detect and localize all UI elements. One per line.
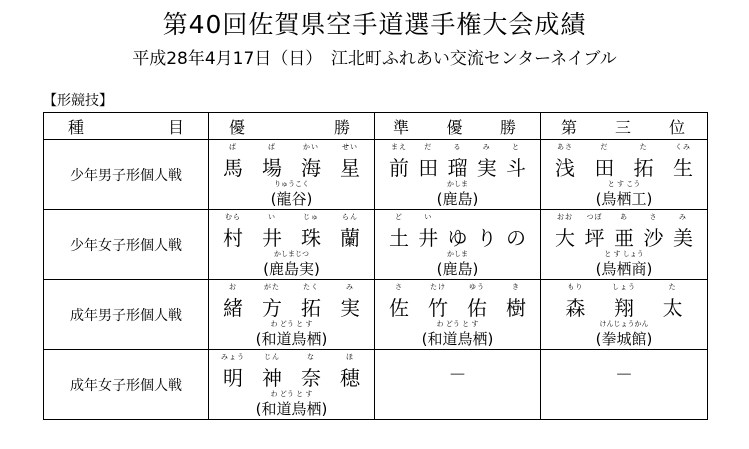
header-char: 勝 (499, 117, 516, 137)
name-kanji: 方 (262, 296, 282, 320)
club-ruby: かしま (447, 250, 468, 258)
result-row (44, 350, 708, 420)
name-ruby: じゅ (303, 213, 319, 221)
name-kanji: 坪 (584, 226, 605, 250)
club-affiliation (209, 180, 374, 210)
club-name-wrap (263, 250, 320, 280)
name-kanji: 太 (662, 296, 683, 320)
third-place-entry (541, 140, 707, 209)
name-char (219, 145, 247, 179)
runner-up-cell (375, 350, 541, 420)
athlete-name (551, 215, 697, 249)
name-ruby: あ (620, 213, 628, 221)
club-ruby: りゅうこく (274, 180, 309, 188)
name-kanji: 拓 (633, 156, 654, 180)
name-kanji: 馬 (223, 156, 243, 180)
name-char (297, 355, 325, 389)
header-winner-text (209, 113, 374, 139)
name-ruby: せい (342, 143, 358, 151)
runner-up-cell (375, 210, 541, 280)
name-char (610, 285, 638, 319)
club-ruby: かしまじつ (274, 250, 309, 258)
club-affiliation (209, 390, 374, 420)
name-char (424, 285, 452, 319)
club-affiliation (209, 250, 374, 280)
name-char (590, 145, 618, 179)
name-ruby: ゆう (469, 283, 485, 291)
name-kanji: 斗 (506, 156, 526, 180)
header-third-text (541, 113, 707, 139)
club-affiliation (375, 180, 540, 210)
athlete-name (551, 145, 697, 179)
athlete-name (385, 285, 530, 319)
name-char (473, 215, 501, 249)
name-kanji: 瑠 (447, 156, 468, 180)
name-char (669, 145, 697, 179)
name-ruby: た (639, 143, 648, 151)
runner-up-entry (375, 140, 540, 209)
name-kanji: 美 (673, 226, 693, 250)
name-ruby: もり (567, 283, 584, 291)
club-name: (鳥栖商) (595, 260, 653, 278)
athlete-name (385, 145, 530, 179)
name-kanji: 明 (223, 366, 243, 390)
header-winner (209, 113, 375, 140)
name-ruby: さ (649, 213, 658, 221)
athlete-name (219, 215, 364, 249)
header-char: 目 (167, 117, 184, 137)
club-name: (鹿島) (436, 260, 479, 278)
winner-entry (209, 210, 374, 279)
name-ruby: な (307, 353, 315, 361)
club-affiliation (541, 250, 707, 280)
header-char: 優 (229, 117, 246, 137)
athlete-name (219, 145, 364, 179)
name-ruby: だ (424, 143, 433, 151)
winner-entry (209, 350, 374, 419)
name-char (258, 285, 286, 319)
name-ruby: ど (395, 213, 403, 221)
name-kanji: 前 (389, 156, 409, 180)
third-place-cell (541, 280, 708, 350)
club-ruby: と す こう (607, 180, 641, 188)
name-kanji: 森 (565, 296, 586, 320)
name-ruby: き (512, 283, 520, 291)
event-name: 成年男子形個人戦 (44, 280, 209, 350)
name-ruby: しょう (611, 283, 636, 291)
club-ruby: けんじょうかん (599, 320, 649, 328)
winner-cell (209, 140, 375, 210)
name-char (561, 285, 589, 319)
club-name-wrap (255, 390, 328, 420)
header-third (541, 113, 708, 140)
section-label: 【形競技】 (43, 93, 113, 109)
name-ruby: さ (395, 283, 403, 291)
name-char (258, 145, 286, 179)
result-row (44, 280, 708, 350)
athlete-name (219, 285, 364, 319)
name-kanji: 神 (262, 366, 282, 390)
name-char (444, 215, 472, 249)
club-name-wrap (595, 250, 653, 280)
no-placement-dash: － (448, 365, 467, 386)
club-name: (拳城館) (595, 330, 653, 348)
name-kanji: 拓 (301, 296, 321, 320)
name-ruby: ほ (346, 353, 354, 361)
name-kanji: 佐 (389, 296, 409, 320)
header-char: 位 (668, 117, 685, 137)
name-ruby: じん (264, 353, 280, 361)
header-runner-up-text (375, 113, 540, 139)
name-ruby: たけ (430, 283, 446, 291)
header-event-text (44, 113, 208, 139)
header-runner-up (375, 113, 541, 140)
third-place-cell (541, 350, 708, 420)
event-name: 少年女子形個人戦 (44, 210, 209, 280)
name-char (630, 145, 658, 179)
club-ruby: わ どう と す (270, 320, 313, 328)
club-affiliation (375, 320, 540, 350)
name-kanji: の (506, 226, 526, 250)
name-kanji: 田 (418, 156, 439, 180)
name-kanji: 翔 (613, 296, 634, 320)
name-ruby: おお (557, 213, 573, 221)
name-char (463, 285, 491, 319)
name-kanji: 亜 (614, 226, 634, 250)
name-kanji: 場 (262, 156, 282, 180)
header-char: 優 (446, 117, 463, 137)
club-name-wrap (436, 250, 479, 280)
name-kanji: 実 (340, 296, 360, 320)
header-row (44, 113, 708, 140)
header-char: 三 (614, 117, 631, 137)
name-ruby: ば (229, 143, 237, 151)
club-name: (和道鳥栖) (255, 400, 328, 418)
runner-up-cell (375, 140, 541, 210)
page-title: 第40回佐賀県空手道選手権大会成績 (162, 10, 587, 39)
name-kanji: 蘭 (340, 226, 360, 250)
name-kanji: り (476, 226, 497, 250)
name-ruby: い (424, 213, 433, 221)
runner-up-cell (375, 280, 541, 350)
winner-cell (209, 280, 375, 350)
header-char: 勝 (333, 117, 350, 137)
club-name: (和道鳥栖) (421, 330, 494, 348)
name-ruby: み (482, 143, 491, 151)
name-char (297, 145, 325, 179)
club-name-wrap (595, 180, 653, 210)
event-date-venue: 平成28年4月17日（日） 江北町ふれあい交流センターネイブル (132, 49, 617, 69)
name-ruby: あさ (557, 143, 573, 151)
name-ruby: い (268, 213, 276, 221)
name-char (551, 145, 579, 179)
name-char (336, 215, 364, 249)
club-name-wrap (270, 180, 313, 210)
club-affiliation (375, 250, 540, 280)
third-place-cell (541, 210, 708, 280)
name-kanji: 沙 (643, 226, 664, 250)
name-kanji: 土 (389, 226, 409, 250)
name-char (219, 215, 247, 249)
name-ruby: た (668, 283, 677, 291)
third-place-entry (541, 280, 707, 349)
name-char (297, 215, 325, 249)
name-ruby: たく (303, 283, 319, 291)
name-ruby: お (229, 283, 237, 291)
athlete-name (219, 355, 364, 389)
name-char (297, 285, 325, 319)
club-ruby: かしま (447, 180, 468, 188)
no-placement-dash: － (615, 365, 633, 386)
header-char: 準 (393, 117, 410, 137)
club-ruby: わ どう と す (270, 390, 313, 398)
name-ruby: と (512, 143, 520, 151)
header-char: 種 (68, 117, 85, 137)
name-kanji: 佑 (467, 296, 487, 320)
winner-cell (209, 210, 375, 280)
name-char (336, 145, 364, 179)
name-char (336, 285, 364, 319)
club-affiliation (541, 320, 707, 350)
result-row (44, 210, 708, 280)
name-ruby: まえ (391, 143, 407, 151)
name-char (258, 215, 286, 249)
result-row (44, 140, 708, 210)
name-char (385, 285, 413, 319)
athlete-name (385, 215, 530, 249)
name-ruby: ば (268, 143, 276, 151)
name-char (502, 215, 530, 249)
club-name: (龍谷) (270, 190, 313, 208)
name-char (659, 285, 687, 319)
third-place-cell (541, 140, 708, 210)
winner-cell (209, 350, 375, 420)
name-ruby: くみ (674, 143, 691, 151)
club-name-wrap (255, 320, 328, 350)
name-kanji: 穂 (340, 366, 360, 390)
club-name: (鹿島) (436, 190, 479, 208)
name-kanji: 樹 (506, 296, 526, 320)
name-char (219, 285, 247, 319)
name-ruby: る (453, 143, 462, 151)
club-name: (鳥栖工) (595, 190, 653, 208)
name-char (219, 355, 247, 389)
name-kanji: 緒 (223, 296, 243, 320)
name-kanji: 実 (476, 156, 497, 180)
name-char (336, 355, 364, 389)
name-kanji: ゆ (447, 226, 468, 250)
name-kanji: 珠 (301, 226, 321, 250)
club-affiliation (209, 320, 374, 350)
name-char (258, 355, 286, 389)
name-ruby: らん (342, 213, 358, 221)
name-ruby: つぼ (586, 213, 603, 221)
club-affiliation (541, 180, 707, 210)
name-ruby: み (679, 213, 687, 221)
club-ruby: と す しょう (604, 250, 644, 258)
header-event (44, 113, 209, 140)
runner-up-entry (375, 280, 540, 349)
winner-entry (209, 140, 374, 209)
runner-up-entry (375, 210, 540, 279)
name-kanji: 浅 (555, 156, 575, 180)
name-ruby: むら (225, 213, 241, 221)
name-kanji: 竹 (428, 296, 448, 320)
name-ruby: がた (264, 283, 280, 291)
name-ruby: み (346, 283, 354, 291)
club-name-wrap (421, 320, 494, 350)
name-kanji: 村 (223, 226, 243, 250)
event-name: 成年女子形個人戦 (44, 350, 209, 420)
name-ruby: だ (600, 143, 609, 151)
name-kanji: 井 (262, 226, 282, 250)
header-char: 第 (561, 117, 578, 137)
name-char (502, 285, 530, 319)
name-kanji: 井 (418, 226, 439, 250)
club-name-wrap (436, 180, 479, 210)
club-name: (鹿島実) (263, 260, 320, 278)
name-char (414, 215, 442, 249)
third-place-entry (541, 210, 707, 279)
club-name: (和道鳥栖) (255, 330, 328, 348)
name-kanji: 大 (555, 226, 575, 250)
club-ruby: わ どう と す (436, 320, 479, 328)
name-char (669, 215, 697, 249)
name-ruby: かい (303, 143, 319, 151)
name-kanji: 星 (340, 156, 360, 180)
club-name-wrap (595, 320, 653, 350)
name-kanji: 海 (301, 156, 321, 180)
name-char (502, 145, 530, 179)
name-ruby: みょう (221, 353, 245, 361)
name-kanji: 生 (672, 156, 693, 180)
name-kanji: 奈 (301, 366, 321, 390)
results-table (43, 112, 708, 420)
athlete-name (551, 285, 697, 319)
winner-entry (209, 280, 374, 349)
event-name: 少年男子形個人戦 (44, 140, 209, 210)
name-kanji: 田 (594, 156, 615, 180)
